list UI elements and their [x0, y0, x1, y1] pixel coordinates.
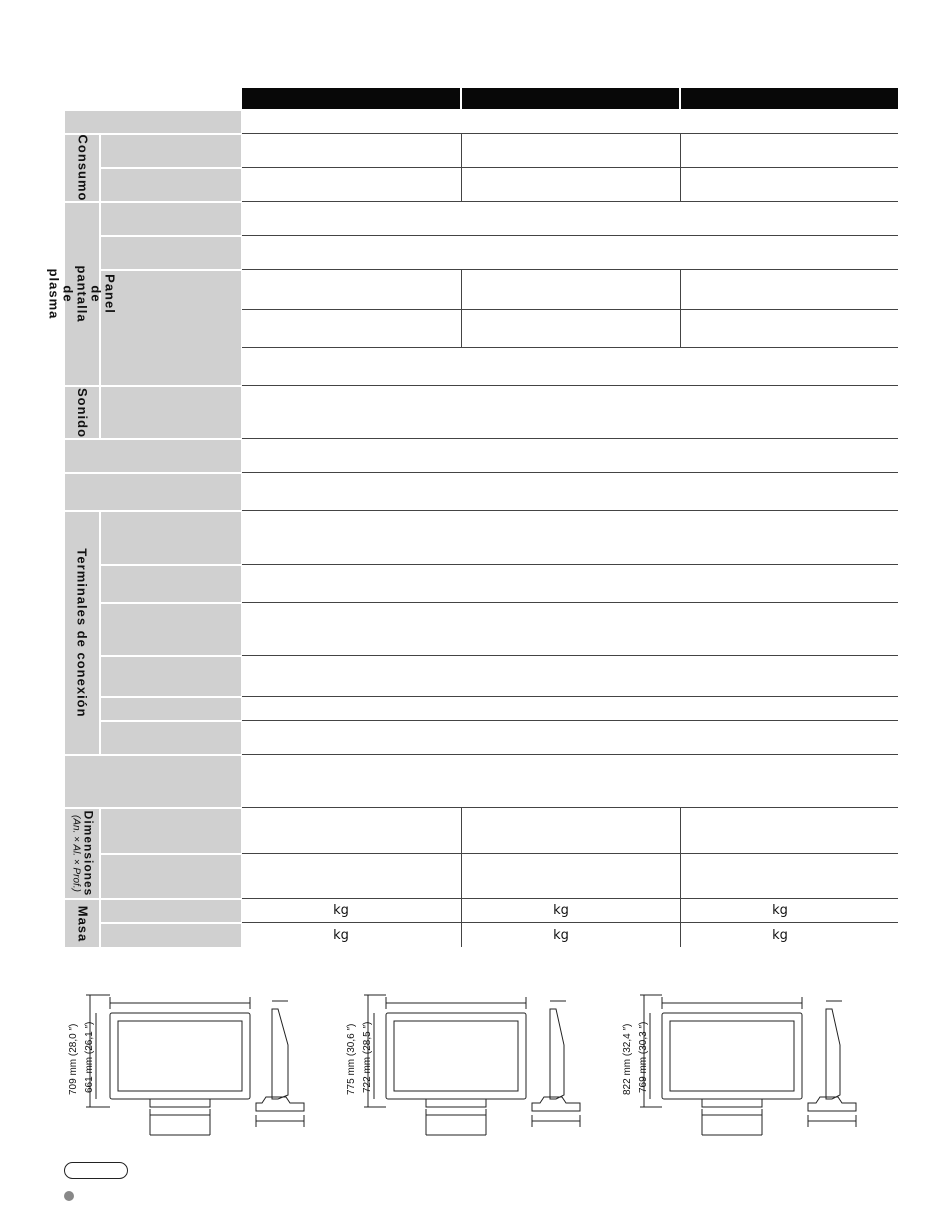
- bullet-icon: [64, 1191, 74, 1201]
- tv-dimension-figure-1: [66, 985, 316, 1150]
- figure-height-total: 775 mm (30,6 ″): [346, 1023, 357, 1095]
- tv-dimension-figure-2: [344, 985, 594, 1150]
- group-label-sonido: Sonido: [75, 387, 91, 438]
- mass-unit: kg: [333, 903, 349, 918]
- column-header-2: [462, 88, 679, 109]
- group-label-panel: Panel de pantalla de plasma: [47, 265, 118, 323]
- row-label-top: [65, 111, 241, 133]
- note-label-pill: [64, 1162, 128, 1179]
- row-label-c: [65, 756, 241, 807]
- sublabel-column-2: [101, 512, 241, 754]
- group-label-dimensiones: [65, 809, 99, 898]
- tv-drawing-icon: [66, 985, 316, 1145]
- figure-height-total: 822 mm (32,4 ″): [622, 1023, 633, 1095]
- mass-unit: kg: [553, 903, 569, 918]
- mass-unit: kg: [333, 928, 349, 943]
- group-label-consumo: Consumo: [75, 134, 91, 202]
- dimensiones-subtitle: (An. × Al. × Prof.): [70, 815, 82, 892]
- sublabel-column-3: [101, 809, 241, 947]
- dimensiones-title: Dimensiones: [81, 810, 96, 897]
- figure-height-body: 661 mm (26,1 ″): [84, 1021, 95, 1093]
- tv-dimension-figure-3: [620, 985, 870, 1150]
- column-header-1: [242, 88, 460, 109]
- row-label-b: [65, 474, 241, 510]
- figure-height-body: 722 mm (28,5 ″): [362, 1021, 373, 1093]
- row-label-a: [65, 440, 241, 472]
- mass-unit: kg: [772, 928, 788, 943]
- mass-unit: kg: [553, 928, 569, 943]
- group-label-masa: Masa: [75, 905, 90, 942]
- tv-drawing-icon: [620, 985, 870, 1145]
- column-header-3: [681, 88, 898, 109]
- tv-drawing-icon: [344, 985, 594, 1145]
- figure-height-total: 709 mm (28,0 ″): [68, 1023, 79, 1095]
- sublabel-column: [101, 135, 241, 438]
- figure-height-body: 769 mm (30,3 ″): [638, 1021, 649, 1093]
- mass-unit: kg: [772, 903, 788, 918]
- group-label-terminales: Terminales de conexión: [75, 548, 91, 718]
